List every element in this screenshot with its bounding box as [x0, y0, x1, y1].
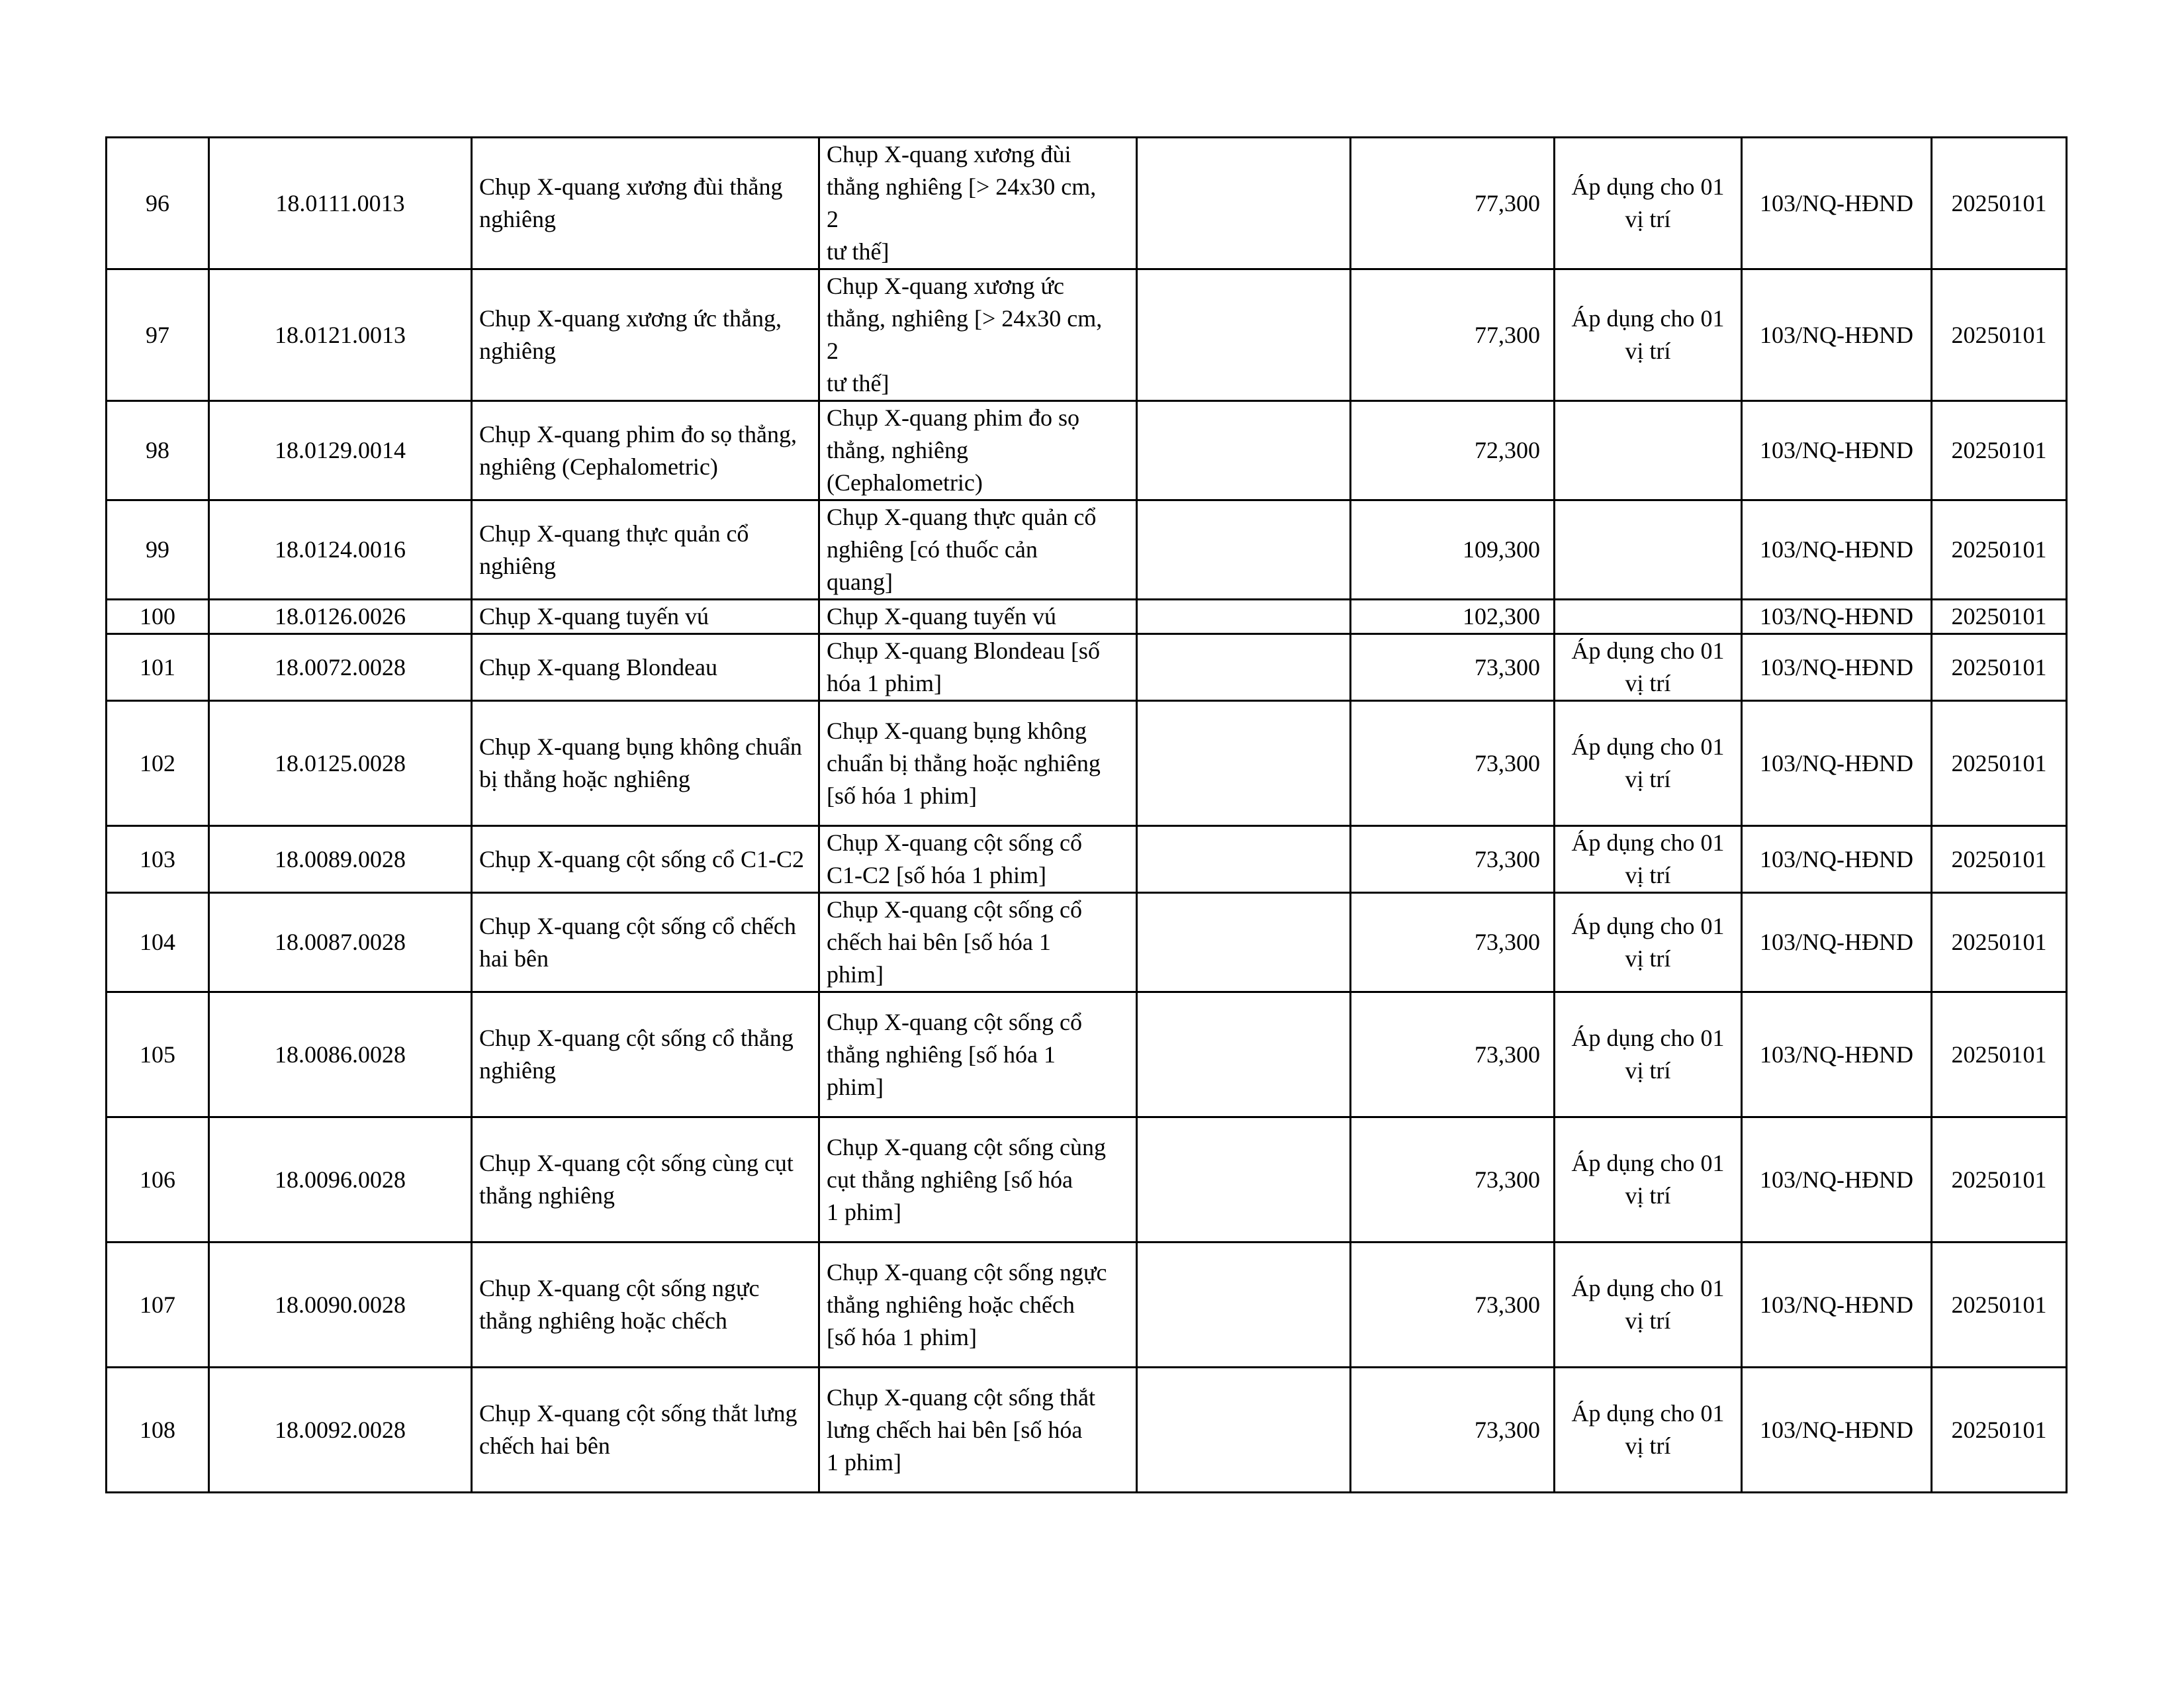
note-cell: Áp dụng cho 01 vị trí: [1555, 826, 1742, 893]
service-description-cell: [819, 893, 1137, 992]
resolution-ref-cell: 103/NQ-HĐND: [1742, 138, 1932, 269]
note-cell: [1555, 500, 1742, 600]
resolution-ref-cell: 103/NQ-HĐND: [1742, 1117, 1932, 1243]
table-row: [107, 1243, 2067, 1368]
description-line: chuẩn bị thẳng hoặc nghiêng: [827, 749, 1101, 776]
empty-cell: [1137, 1368, 1351, 1493]
effective-date-cell: 20250101: [1932, 634, 2067, 701]
note-cell: [1555, 600, 1742, 634]
resolution-ref-cell: 103/NQ-HĐND: [1742, 269, 1932, 401]
effective-date-cell: 20250101: [1932, 1117, 2067, 1243]
note-cell: Áp dụng cho 01 vị trí: [1555, 269, 1742, 401]
description-line: [số hóa 1 phim]: [827, 782, 977, 809]
resolution-ref-cell: 103/NQ-HĐND: [1742, 634, 1932, 701]
effective-date-cell: 20250101: [1932, 992, 2067, 1117]
service-description-cell: [819, 600, 1137, 634]
service-name-cell: Chụp X-quang xương ức thẳng, nghiêng: [472, 269, 819, 401]
price-cell: 73,300: [1351, 826, 1555, 893]
service-description-cell: [819, 992, 1137, 1117]
row-number-cell: 97: [107, 269, 209, 401]
description-line: Chụp X-quang tuyến vú: [827, 603, 1056, 630]
description-line: phim]: [827, 1073, 884, 1100]
table-row: [107, 992, 2067, 1117]
description-line: Chụp X-quang cột sống ngực: [827, 1258, 1107, 1286]
service-description-cell: [819, 634, 1137, 701]
resolution-ref-cell: 103/NQ-HĐND: [1742, 401, 1932, 500]
description-line: lưng chếch hai bên [số hóa: [827, 1416, 1083, 1443]
row-number-cell: 104: [107, 893, 209, 992]
price-cell: 73,300: [1351, 701, 1555, 826]
price-cell: 73,300: [1351, 893, 1555, 992]
service-name-cell: Chụp X-quang tuyến vú: [472, 600, 819, 634]
empty-cell: [1137, 269, 1351, 401]
empty-cell: [1137, 893, 1351, 992]
description-line: thẳng nghiêng [> 24x30 cm,: [827, 173, 1097, 200]
description-line: tư thế]: [827, 370, 889, 397]
table-row: [107, 500, 2067, 600]
table-row: [107, 634, 2067, 701]
service-description-cell: [819, 826, 1137, 893]
price-cell: 77,300: [1351, 269, 1555, 401]
effective-date-cell: 20250101: [1932, 269, 2067, 401]
row-number-cell: 100: [107, 600, 209, 634]
row-number-cell: 106: [107, 1117, 209, 1243]
service-code-cell: 18.0129.0014: [209, 401, 472, 500]
price-cell: 77,300: [1351, 138, 1555, 269]
resolution-ref-cell: 103/NQ-HĐND: [1742, 1243, 1932, 1368]
description-line: tư thế]: [827, 238, 889, 265]
empty-cell: [1137, 401, 1351, 500]
description-line: chếch hai bên [số hóa 1: [827, 929, 1051, 955]
resolution-ref-cell: 103/NQ-HĐND: [1742, 992, 1932, 1117]
description-line: thẳng, nghiêng [> 24x30 cm,: [827, 305, 1103, 332]
row-number-cell: 96: [107, 138, 209, 269]
service-name-cell: Chụp X-quang bụng không chuẩn bị thẳng hoặc nghiêng: [472, 701, 819, 826]
description-line: 1 phim]: [827, 1198, 901, 1225]
table-row: [107, 826, 2067, 893]
description-line: Chụp X-quang phim đo sọ: [827, 404, 1079, 431]
empty-cell: [1137, 701, 1351, 826]
table-row: [107, 269, 2067, 401]
description-line: Chụp X-quang cột sống cùng: [827, 1133, 1106, 1160]
service-name-cell: Chụp X-quang cột sống cổ C1-C2: [472, 826, 819, 893]
service-description-cell: [819, 701, 1137, 826]
effective-date-cell: 20250101: [1932, 701, 2067, 826]
service-code-cell: 18.0087.0028: [209, 893, 472, 992]
description-line: nghiêng [có thuốc cản: [827, 536, 1038, 563]
row-number-cell: 108: [107, 1368, 209, 1493]
description-line: phim]: [827, 961, 884, 988]
description-line: Chụp X-quang cột sống cổ: [827, 1008, 1082, 1035]
price-cell: 72,300: [1351, 401, 1555, 500]
description-line: 2: [827, 338, 839, 364]
note-cell: [1555, 401, 1742, 500]
note-cell: Áp dụng cho 01 vị trí: [1555, 138, 1742, 269]
service-code-cell: 18.0072.0028: [209, 634, 472, 701]
price-cell: 73,300: [1351, 634, 1555, 701]
price-cell: 73,300: [1351, 1117, 1555, 1243]
effective-date-cell: 20250101: [1932, 1243, 2067, 1368]
price-cell: 73,300: [1351, 1243, 1555, 1368]
service-description-cell: [819, 138, 1137, 269]
note-cell: Áp dụng cho 01 vị trí: [1555, 992, 1742, 1117]
service-description-cell: [819, 1243, 1137, 1368]
service-description-cell: [819, 269, 1137, 401]
note-cell: Áp dụng cho 01 vị trí: [1555, 1117, 1742, 1243]
service-code-cell: 18.0086.0028: [209, 992, 472, 1117]
description-line: quang]: [827, 569, 893, 595]
resolution-ref-cell: 103/NQ-HĐND: [1742, 1368, 1932, 1493]
resolution-ref-cell: 103/NQ-HĐND: [1742, 701, 1932, 826]
description-line: Chụp X-quang bụng không: [827, 717, 1087, 744]
service-code-cell: 18.0125.0028: [209, 701, 472, 826]
row-number-cell: 107: [107, 1243, 209, 1368]
table-row: [107, 401, 2067, 500]
description-line: thẳng, nghiêng: [827, 437, 968, 463]
row-number-cell: 102: [107, 701, 209, 826]
empty-cell: [1137, 500, 1351, 600]
service-code-cell: 18.0121.0013: [209, 269, 472, 401]
row-number-cell: 98: [107, 401, 209, 500]
table-row: [107, 600, 2067, 634]
empty-cell: [1137, 992, 1351, 1117]
effective-date-cell: 20250101: [1932, 1368, 2067, 1493]
empty-cell: [1137, 826, 1351, 893]
service-description-cell: [819, 1117, 1137, 1243]
empty-cell: [1137, 600, 1351, 634]
table-row: [107, 701, 2067, 826]
empty-cell: [1137, 634, 1351, 701]
description-line: Chụp X-quang xương ức: [827, 273, 1065, 299]
table-row: [107, 1368, 2067, 1493]
table-body: [107, 138, 2067, 1493]
price-cell: 73,300: [1351, 1368, 1555, 1493]
service-name-cell: Chụp X-quang cột sống thắt lưng chếch hai bên: [472, 1368, 819, 1493]
service-name-cell: Chụp X-quang cột sống cổ chếch hai bên: [472, 893, 819, 992]
row-number-cell: 101: [107, 634, 209, 701]
row-number-cell: 103: [107, 826, 209, 893]
effective-date-cell: 20250101: [1932, 600, 2067, 634]
resolution-ref-cell: 103/NQ-HĐND: [1742, 826, 1932, 893]
resolution-ref-cell: 103/NQ-HĐND: [1742, 893, 1932, 992]
service-name-cell: Chụp X-quang Blondeau: [472, 634, 819, 701]
description-line: cụt thẳng nghiêng [số hóa: [827, 1166, 1073, 1193]
note-cell: Áp dụng cho 01 vị trí: [1555, 1243, 1742, 1368]
empty-cell: [1137, 138, 1351, 269]
description-line: Chụp X-quang cột sống cổ: [827, 829, 1082, 856]
empty-cell: [1137, 1117, 1351, 1243]
effective-date-cell: 20250101: [1932, 401, 2067, 500]
service-name-cell: Chụp X-quang phim đo sọ thẳng, nghiêng (Cephalometric): [472, 401, 819, 500]
service-description-cell: [819, 500, 1137, 600]
table-row: [107, 138, 2067, 269]
note-cell: Áp dụng cho 01 vị trí: [1555, 701, 1742, 826]
service-name-cell: Chụp X-quang cột sống cổ thẳng nghiêng: [472, 992, 819, 1117]
description-line: (Cephalometric): [827, 469, 983, 496]
description-line: thẳng nghiêng hoặc chếch: [827, 1291, 1075, 1318]
service-code-cell: 18.0126.0026: [209, 600, 472, 634]
service-code-cell: 18.0090.0028: [209, 1243, 472, 1368]
service-code-cell: 18.0096.0028: [209, 1117, 472, 1243]
table-row: [107, 1117, 2067, 1243]
description-line: thẳng nghiêng [số hóa 1: [827, 1041, 1056, 1068]
description-line: Chụp X-quang xương đùi: [827, 141, 1071, 167]
price-cell: 109,300: [1351, 500, 1555, 600]
effective-date-cell: 20250101: [1932, 138, 2067, 269]
effective-date-cell: 20250101: [1932, 500, 2067, 600]
effective-date-cell: 20250101: [1932, 826, 2067, 893]
note-cell: Áp dụng cho 01 vị trí: [1555, 634, 1742, 701]
row-number-cell: 105: [107, 992, 209, 1117]
empty-cell: [1137, 1243, 1351, 1368]
effective-date-cell: 20250101: [1932, 893, 2067, 992]
service-description-cell: [819, 401, 1137, 500]
service-code-cell: 18.0092.0028: [209, 1368, 472, 1493]
price-cell: 73,300: [1351, 992, 1555, 1117]
description-line: 2: [827, 206, 839, 232]
description-line: Chụp X-quang thực quản cổ: [827, 504, 1097, 530]
service-name-cell: Chụp X-quang xương đùi thẳng nghiêng: [472, 138, 819, 269]
service-code-cell: 18.0111.0013: [209, 138, 472, 269]
service-code-cell: 18.0124.0016: [209, 500, 472, 600]
description-line: Chụp X-quang Blondeau [số: [827, 637, 1100, 664]
description-line: Chụp X-quang cột sống thắt: [827, 1383, 1095, 1411]
note-cell: Áp dụng cho 01 vị trí: [1555, 893, 1742, 992]
resolution-ref-cell: 103/NQ-HĐND: [1742, 600, 1932, 634]
table-row: [107, 893, 2067, 992]
description-line: 1 phim]: [827, 1448, 901, 1476]
service-description-cell: [819, 1368, 1137, 1493]
service-code-cell: 18.0089.0028: [209, 826, 472, 893]
row-number-cell: 99: [107, 500, 209, 600]
description-line: [số hóa 1 phim]: [827, 1323, 977, 1350]
note-cell: Áp dụng cho 01 vị trí: [1555, 1368, 1742, 1493]
price-table: [105, 136, 2068, 1493]
service-name-cell: Chụp X-quang cột sống cùng cụt thẳng nghiêng: [472, 1117, 819, 1243]
description-line: Chụp X-quang cột sống cổ: [827, 896, 1082, 923]
service-name-cell: Chụp X-quang thực quản cổ nghiêng: [472, 500, 819, 600]
description-line: hóa 1 phim]: [827, 670, 942, 696]
price-cell: 102,300: [1351, 600, 1555, 634]
resolution-ref-cell: 103/NQ-HĐND: [1742, 500, 1932, 600]
service-name-cell: Chụp X-quang cột sống ngực thẳng nghiêng hoặc chếch: [472, 1243, 819, 1368]
description-line: C1-C2 [số hóa 1 phim]: [827, 862, 1046, 888]
